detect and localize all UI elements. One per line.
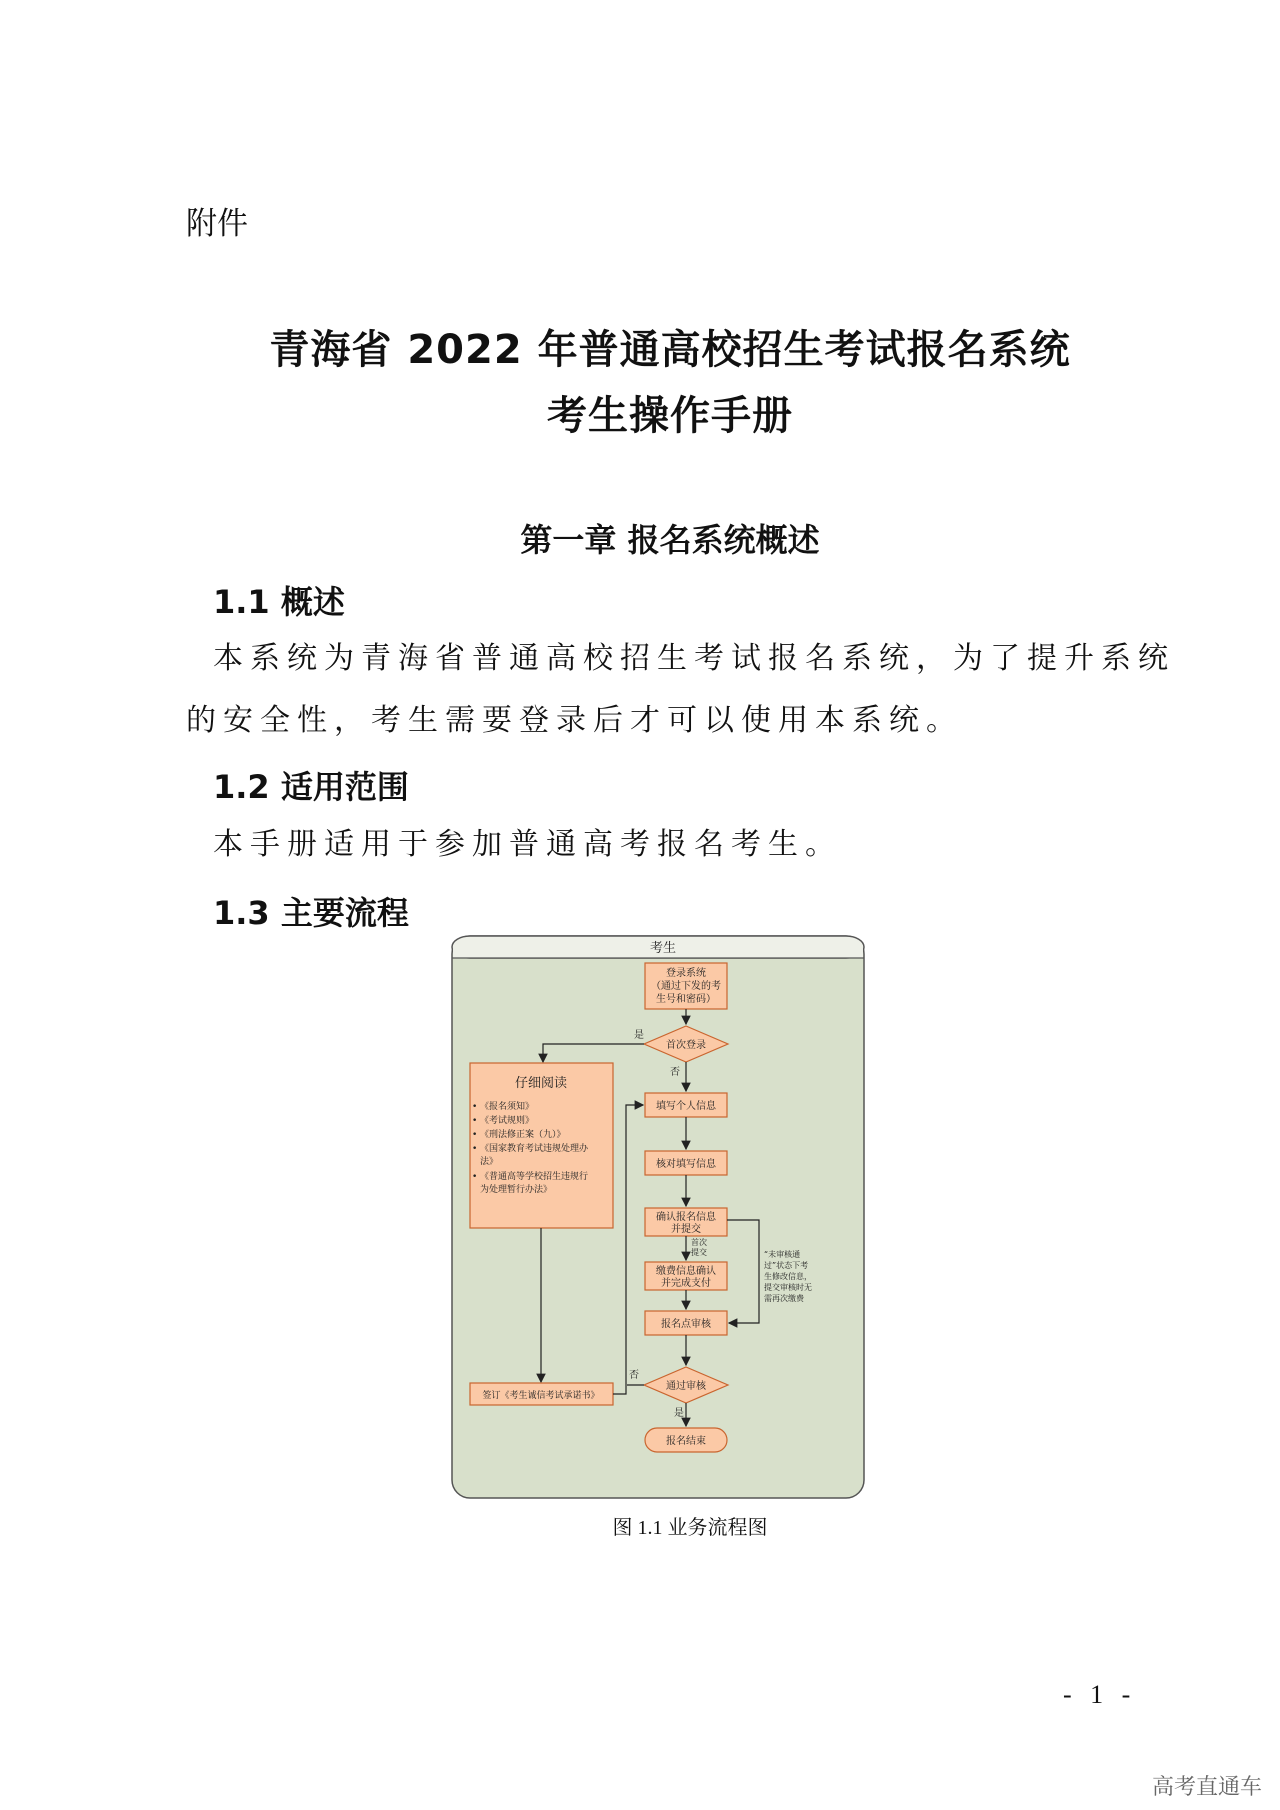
first-login-text: 首次登录 [666,1040,706,1051]
section-heading-process: 1.3 主要流程 [213,894,409,932]
reading-bullet: • [472,1172,478,1182]
figure-caption: 图 1.1 业务流程图 [612,1517,768,1539]
page-number: - 1 - [1063,1680,1137,1709]
reading-item-1: 《报名须知》 [480,1102,535,1112]
reading-item-2: 《考试规则》 [480,1116,535,1126]
reading-bullet: • [472,1144,478,1154]
careful-reading-title: 仔细阅读 [514,1076,568,1091]
reading-bullet: • [472,1116,478,1126]
document-title-line2: 考生操作手册 [547,393,793,439]
sign-pledge-text: 签订《考生诚信考试承诺书》 [482,1391,600,1401]
reading-bullet: • [472,1102,478,1112]
scope-paragraph: 本手册适用于参加普通高考报名考生。 [213,827,842,862]
note-text-4: 提交审核时无 [764,1283,812,1292]
first-submit-label-1: 首次 [691,1238,707,1247]
confirm-submit-text-1: 确认报名信息 [656,1212,716,1223]
login-box-text-1: 登录系统 [666,968,706,979]
note-text-5: 需再次缴费 [764,1294,804,1303]
reading-item-3: 《刑法修正案（九）》 [480,1130,566,1140]
chapter-heading: 第一章 报名系统概述 [520,521,820,559]
section-heading-scope: 1.2 适用范围 [213,768,409,806]
overview-paragraph-line2: 的安全性，考生需要登录后才可以使用本系统。 [186,703,963,738]
payment-text-1: 缴费信息确认 [656,1266,716,1277]
swimlane-title: 考生 [649,941,677,956]
business-flowchart [451,935,865,1499]
overview-paragraph-line1: 本系统为青海省普通高校招生考试报名系统，为了提升系统 [213,641,1175,676]
pass-review-no-label: 否 [629,1370,639,1381]
pass-review-text: 通过审核 [666,1381,706,1392]
pass-review-yes-label: 是 [674,1408,684,1419]
reading-item-5-cont: 为处理暂行办法》 [480,1185,553,1195]
fill-personal-info-text: 填写个人信息 [656,1101,716,1112]
registration-end-text: 报名结束 [666,1436,706,1447]
section-heading-overview: 1.1 概述 [213,583,345,621]
reading-item-5: 《普通高等学校招生违规行 [480,1172,589,1182]
login-box-text-3: 生号和密码） [656,994,716,1005]
registration-review-text: 报名点审核 [661,1319,711,1330]
document-title-line1: 青海省 2022 年普通高校招生考试报名系统 [269,327,1071,373]
attachment-label: 附件 [186,206,248,242]
check-info-text: 核对填写信息 [656,1159,716,1170]
reading-bullet: • [472,1130,478,1140]
first-login-yes-label: 是 [634,1030,644,1041]
confirm-submit-text-2: 并提交 [671,1224,701,1235]
first-submit-label-2: 提交 [691,1248,707,1257]
note-text-2: 过”状态下考 [764,1261,809,1270]
reading-item-4-cont: 法》 [480,1157,499,1167]
payment-text-2: 并完成支付 [661,1278,711,1289]
note-text-3: 生修改信息， [764,1272,812,1281]
first-login-no-label: 否 [670,1067,680,1078]
reading-item-4: 《国家教育考试违规处理办 [480,1144,589,1154]
note-text-1: “未审核通 [764,1250,801,1259]
watermark: 高考直通车 [1152,1775,1263,1800]
login-box-text-2: （通过下发的考 [651,981,721,992]
